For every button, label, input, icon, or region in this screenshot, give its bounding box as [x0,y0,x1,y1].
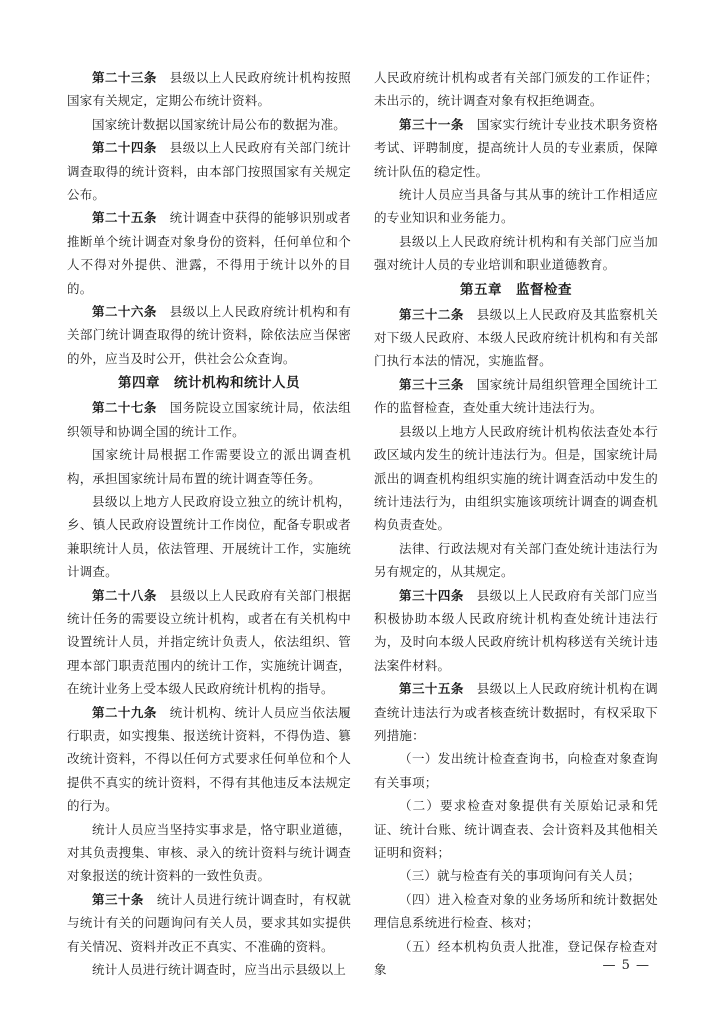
article-paragraph [67,66,351,113]
paragraph-text: （一）发出统计检查查询书，向检查对象查询有关事项； [374,751,658,790]
article-paragraph [374,373,658,420]
article-label: 第二十七条 [92,400,157,416]
article-paragraph [374,113,658,183]
paragraph-text: 法律、行政法规对有关部门查处统计违法行为另有规定的，从其规定。 [374,540,658,580]
article-label: 第三十二条 [399,306,464,322]
article-paragraph [374,584,658,678]
paragraph-text: （四）进入检查对象的业务场所和统计数据处理信息系统进行检查、核对； [374,891,658,931]
paragraph [67,490,351,584]
article-paragraph [67,300,351,370]
paragraph [374,183,658,230]
paragraph-text: 统计机构、统计人员应当依法履行职责，如实搜集、报送统计资料，不得伪造、篡改统计资料，不得以任何方式要求任何单位和个人提供不真实的统计资料，不得有其他违反本法规定的行为。 [67,704,351,814]
article-label: 第二十六条 [92,304,157,320]
paragraph-text: 国务院设立国家统计局，依法组织领导和协调全国的统计工作。 [67,400,351,439]
paragraph [374,420,658,537]
article-paragraph [67,888,351,958]
paragraph [374,230,658,277]
article-paragraph [67,206,351,300]
article-label: 第三十四条 [399,587,464,603]
paragraph-text: 国家统计数据以国家统计局公布的数据为准。 [92,116,347,132]
paragraph [67,958,351,981]
article-label: 第二十八条 [92,587,157,603]
article-label: 第二十四条 [92,140,157,156]
paragraph-text: 县级以上人民政府统计机构和有关部门统计调查取得的统计资料，除依法应当保密的外，应当及时公开，供社会公众查询。 [67,304,351,366]
paragraph-text: 统计人员应当具备与其从事的统计工作相适应的专业知识和业务能力。 [374,187,658,226]
paragraph-text: 县级以上地方人民政府设立独立的统计机构，乡、镇人民政府设置统计工作岗位，配备专职或者兼职统计人员，依法管理、开展统计工作，实施统计调查。 [67,493,351,580]
paragraph-text: 县级以上人民政府有关部门应当积极协助本级人民政府统计机构查处统计违法行为，及时向本级人民政府统计机构移送有关统计违法案件材料。 [374,587,658,673]
paragraph-text: 统计调查中获得的能够识别或者推断单个统计调查对象身份的资料，任何单位和个人不得对外提供、泄露，不得用于统计以外的目的。 [67,210,351,296]
paragraph-text: （五）经本机构负责人批准，登记保存检查对象 [374,938,658,978]
page-number: — 5 — [602,958,650,973]
paragraph-text: 人民政府统计机构或者有关部门颁发的工作证件；未出示的，统计调查对象有权拒绝调查。 [374,70,658,109]
paragraph-text: 县级以上人民政府有关部门根据统计任务的需要设立统计机构，或者在有关机构中设置统计人员，并指定统计负责人，依法组织、管理本部门职责范围内的统计工作，实施统计调查，在统计业务上受本级人民政府统计机构的指导。 [67,587,351,697]
paragraph-text: 国家统计局根据工作需要设立的派出调查机构，承担国家统计局布置的统计调查等任务。 [67,447,351,486]
article-label: 第三十五条 [399,681,464,697]
paragraph-text: 县级以上人民政府及其监察机关对下级人民政府、本级人民政府统计机构和有关部门执行本法的情况，实施监督。 [374,306,658,369]
article-label: 第二十五条 [92,210,157,226]
paragraph-text: 统计人员进行统计调查时，应当出示县级以上 [92,962,347,978]
paragraph-text: 县级以上人民政府统计机构按照国家有关规定，定期公布统计资料。 [67,70,351,109]
paragraph [374,794,658,864]
paragraph-text: （二）要求检查对象提供有关原始记录和凭证、统计台账、统计调查表、会计资料及其他相关证明和资料； [374,798,658,860]
paragraph [67,818,351,888]
left-column [67,66,351,981]
paragraph [67,443,351,490]
paragraph-text: 统计人员应当坚持实事求是，恪守职业道德，对其负责搜集、审核、录入的统计资料与统计调查对象报送的统计资料的一致性负责。 [67,821,351,884]
article-paragraph [67,396,351,443]
paragraph-text: 国家实行统计专业技术职务资格考试、评聘制度，提高统计人员的专业素质，保障统计队伍的稳定性。 [374,116,658,179]
paragraph [374,66,658,113]
paragraph-text: 县级以上人民政府统计机构和有关部门应当加强对统计人员的专业培训和职业道德教育。 [374,233,658,273]
paragraph-text: （三）就与检查有关的事项询问有关人员； [399,868,641,884]
article-label: 第二十九条 [92,704,157,720]
paragraph [374,747,658,794]
paragraph-text: 县级以上地方人民政府统计机构依法查处本行政区域内发生的统计违法行为。但是，国家统计局派出的调查机构组织实施的统计调查活动中发生的统计违法行为，由组织实施该项统计调查的调查机构负责查处。 [374,423,658,533]
chapter-heading: 第五章 监督检查 [460,281,572,298]
paragraph [374,888,658,935]
article-paragraph [67,584,351,701]
paragraph-text: 县级以上人民政府统计机构在调查统计违法行为或者核查统计数据时，有权采取下列措施： [374,681,658,743]
paragraph [374,537,658,584]
article-paragraph [374,303,658,373]
article-paragraph [67,701,351,818]
article-label: 第三十条 [92,891,144,907]
article-paragraph [374,677,658,747]
article-paragraph [67,136,351,206]
article-label: 第三十三条 [399,376,464,392]
article-label: 第三十一条 [399,116,464,132]
paragraph [67,113,351,136]
chapter-heading: 第四章 统计机构和统计人员 [118,375,300,392]
paragraph-text: 县级以上人民政府有关部门统计调查取得的统计资料，由本部门按照国家有关规定公布。 [67,140,351,203]
right-column [374,66,658,981]
paragraph-text: 统计人员进行统计调查时，有权就与统计有关的问题询问有关人员，要求其如实提供有关情况、资料并改正不真实、不准确的资料。 [67,891,351,954]
article-label: 第二十三条 [92,70,157,85]
paragraph [374,864,658,887]
paragraph-text: 国家统计局组织管理全国统计工作的监督检查，查处重大统计违法行为。 [374,376,658,416]
